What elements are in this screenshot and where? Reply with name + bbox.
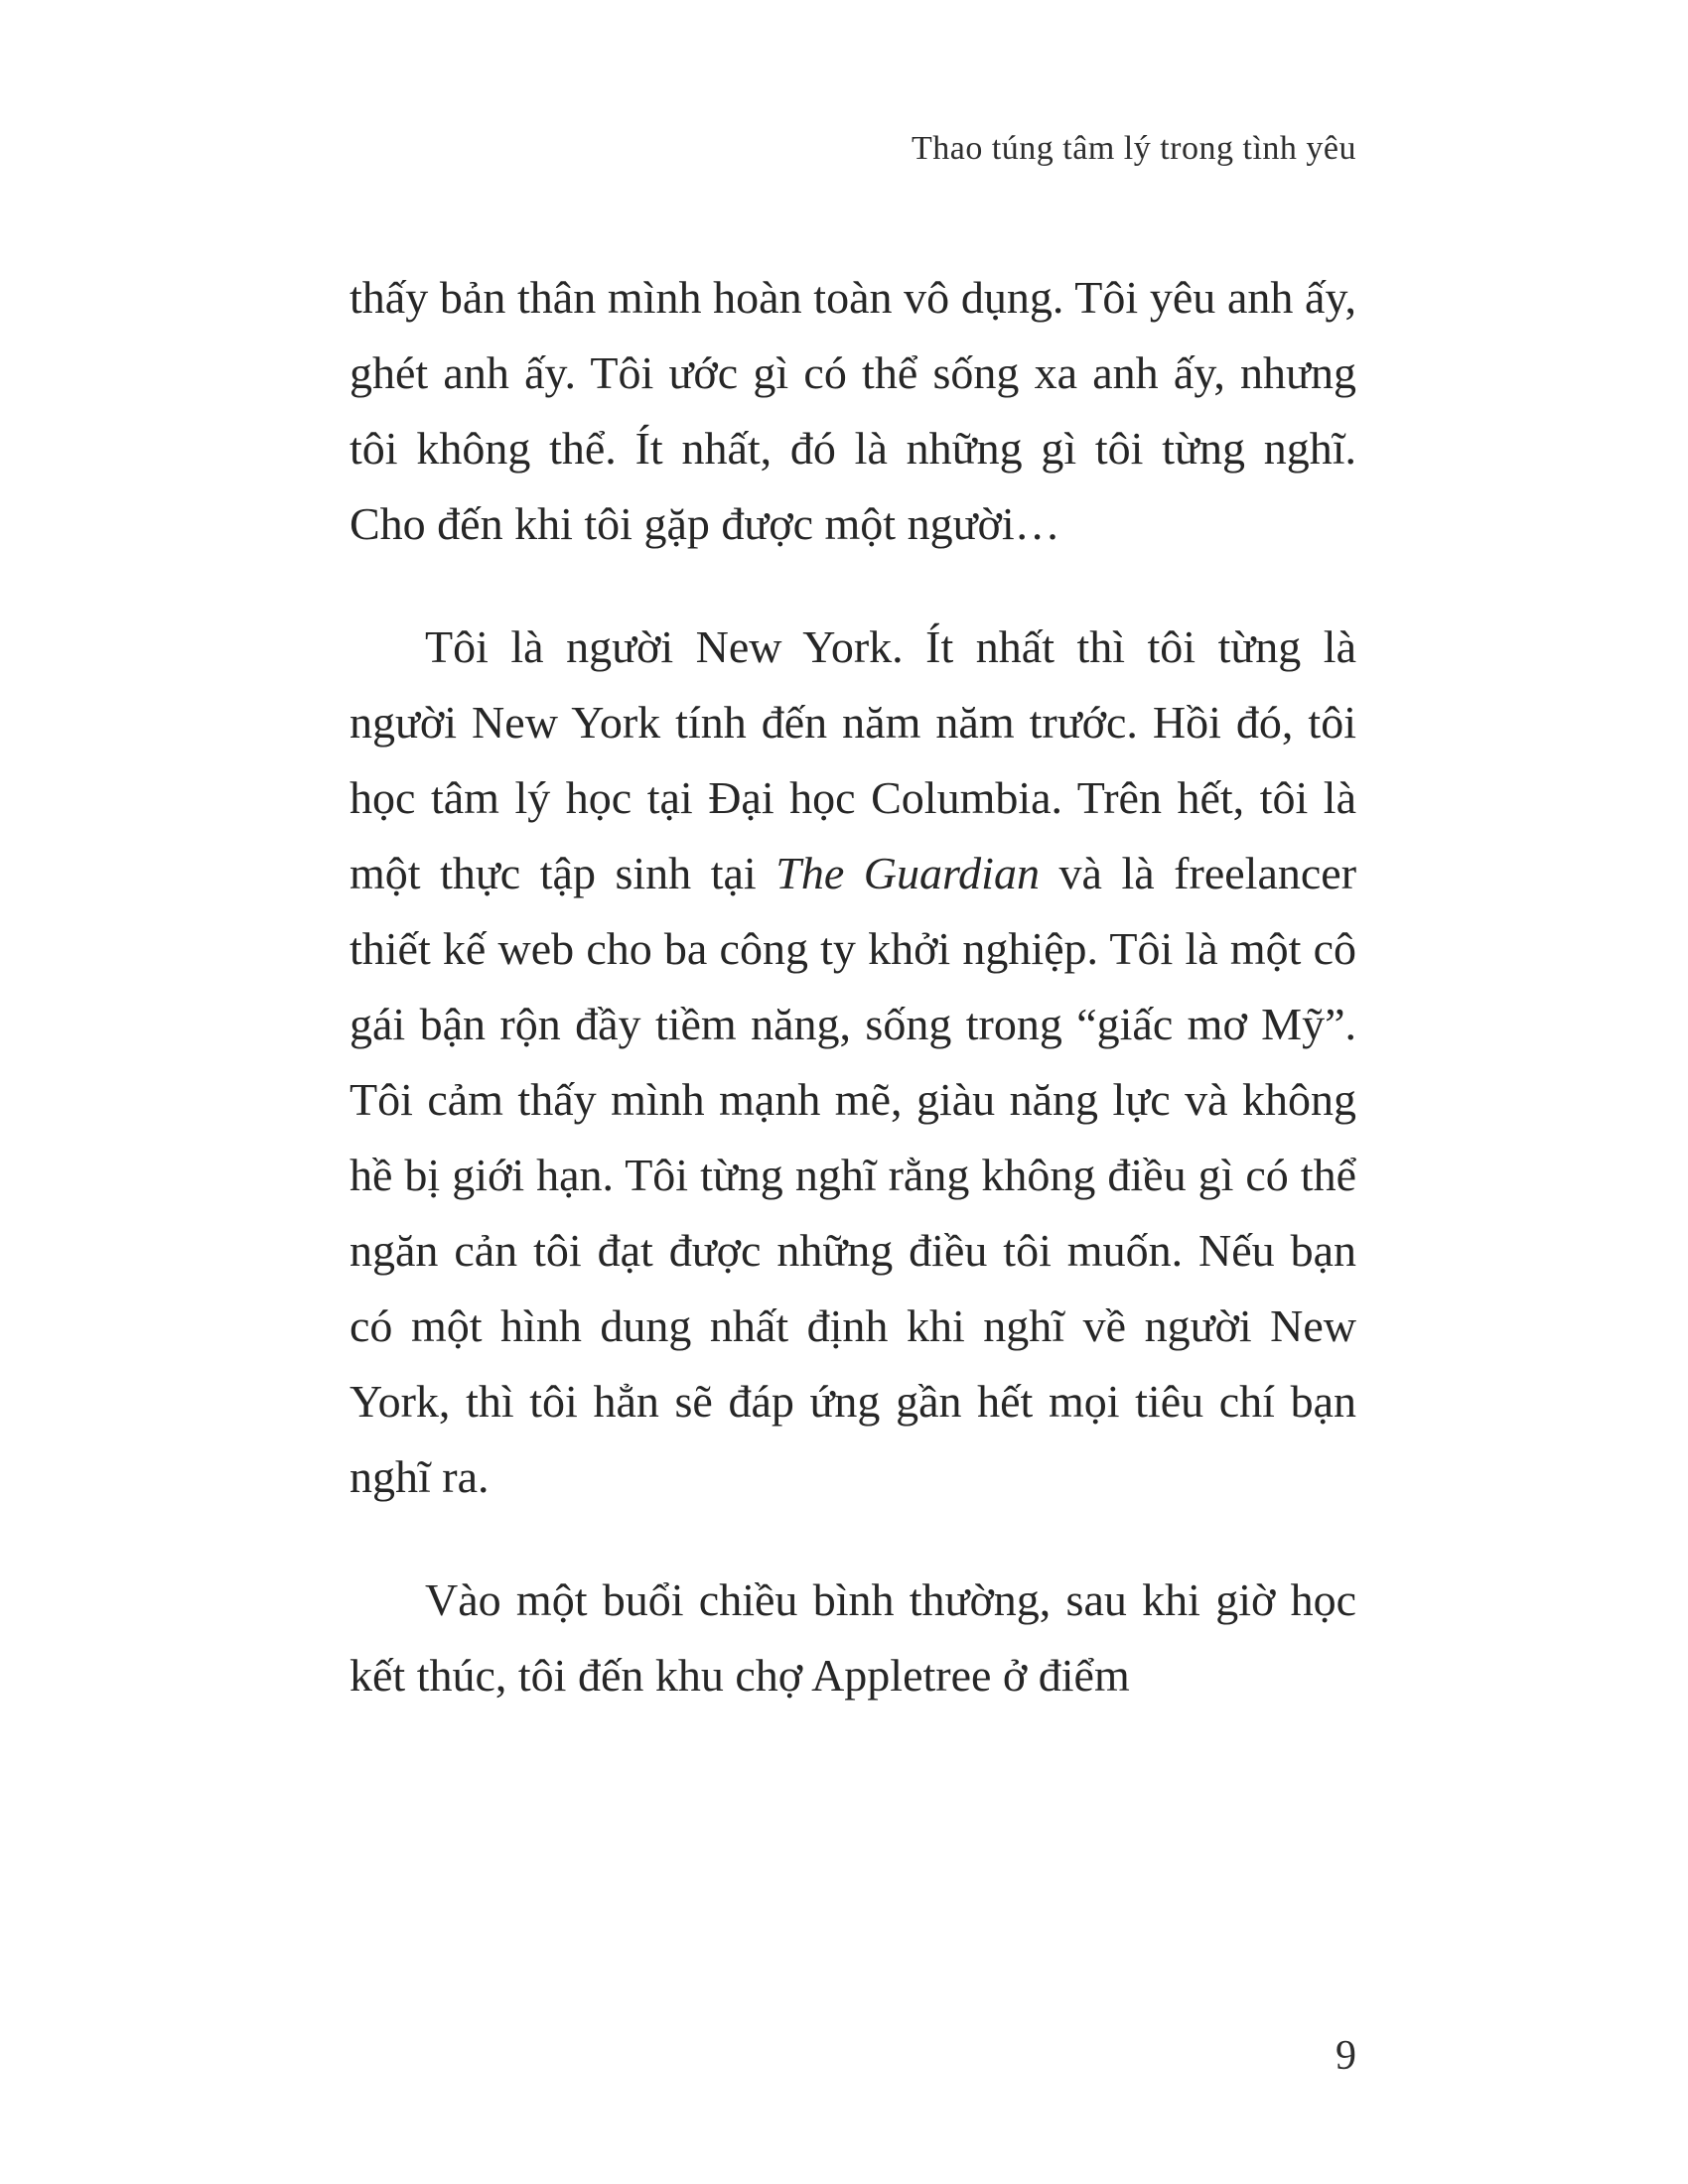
paragraph-text: thấy bản thân mình hoàn toàn vô dụng. Tôi yêu anh ấy, ghét anh ấy. Tôi ước gì có thể sống xa anh ấy, nhưng tôi không thể. Ít nhất, đó là những gì tôi từng nghĩ. Cho đến khi tôi gặp được một người…	[350, 272, 1356, 549]
paragraph	[350, 260, 1356, 562]
running-header: Thao túng tâm lý trong tình yêu	[912, 130, 1356, 167]
body-text	[350, 260, 1356, 1713]
paragraph-text: và là freelancer thiết kế web cho ba công ty khởi nghiệp. Tôi là một cô gái bận rộn đầy tiềm năng, sống trong “giấc mơ Mỹ”. Tôi cảm thấy mình mạnh mẽ, giàu năng lực và không hề bị giới hạn. Tôi từng nghĩ rằng không điều gì có thể ngăn cản tôi đạt được những điều tôi muốn. Nếu bạn có một hình dung nhất định khi nghĩ về người New York, thì tôi hẳn sẽ đáp ứng gần hết mọi tiêu chí bạn nghĩ ra.	[350, 848, 1357, 1502]
page-number: 9	[1336, 2033, 1356, 2079]
paragraph-text: Vào một buổi chiều bình thường, sau khi giờ học kết thúc, tôi đến khu chợ Appletree ở điểm	[350, 1574, 1356, 1701]
paragraph	[350, 1563, 1356, 1713]
book-title-italic: The Guardian	[775, 848, 1040, 898]
paragraph	[350, 610, 1356, 1515]
paragraph-text: Tôi là người New York. Ít nhất thì tôi từng là người New York tính đến năm năm trước. Hồi đó, tôi học tâm lý học tại Đại học Columbia. Trên hết, tôi là một thực tập sinh tại	[350, 621, 1356, 898]
